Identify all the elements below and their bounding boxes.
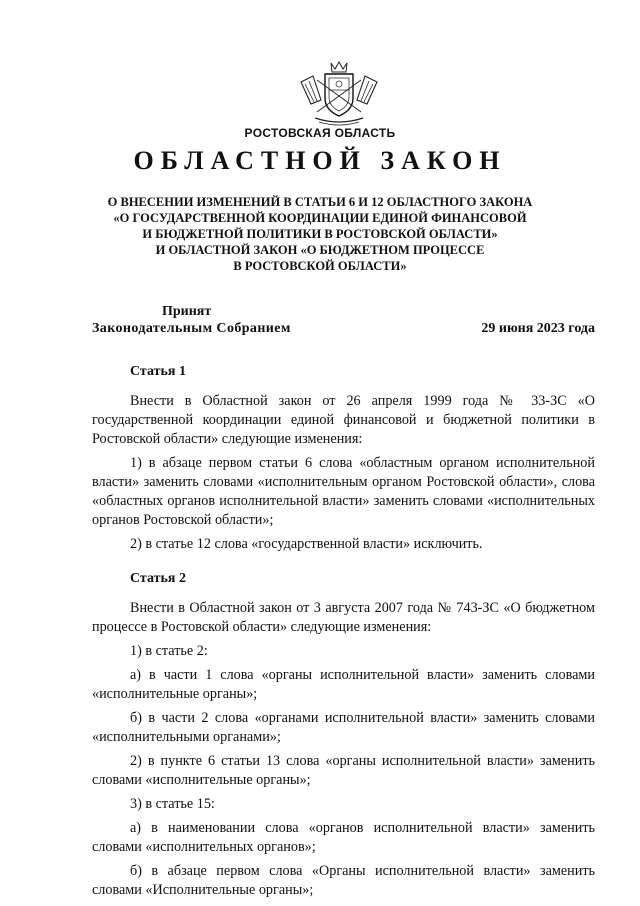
adopted-by: Законодательным Собранием — [92, 321, 291, 336]
paragraph: 1) в абзаце первом статьи 6 слова «областным органом исполнительной власти» заменить словами «исполнительным органом Ростовской области», слова «областных органов исполнительной власти» заменить словами «исполнительных органов Ростовской области»; — [92, 455, 595, 528]
paragraph: а) в части 1 слова «органы исполнительной власти» заменить словами «исполнительные органы»; — [92, 667, 595, 702]
paragraph: а) в наименовании слова «органов исполнительной власти» заменить словами «исполнительных органов»; — [92, 820, 595, 855]
paragraph: б) в абзаце первом слова «Органы исполнительной власти» заменить словами «Исполнительные органы»; — [92, 863, 595, 898]
subtitle-line: «О ГОСУДАРСТВЕННОЙ КООРДИНАЦИИ ЕДИНОЙ ФИНАНСОВОЙ — [113, 211, 527, 225]
article-heading: Статья 2 — [130, 571, 186, 586]
article-heading: Статья 1 — [130, 364, 186, 379]
paragraph: 2) в пункте 6 статьи 13 слова «органы исполнительной власти» заменить словами «исполнительные органы»; — [92, 753, 595, 788]
subtitle-line: И БЮДЖЕТНОЙ ПОЛИТИКИ В РОСТОВСКОЙ ОБЛАСТИ» — [142, 227, 498, 241]
subtitle-line: О ВНЕСЕНИИ ИЗМЕНЕНИЙ В СТАТЬИ 6 И 12 ОБЛАСТНОГО ЗАКОНА — [107, 195, 533, 209]
coat-of-arms-icon — [295, 60, 383, 126]
document-type-title: ОБЛАСТНОЙ ЗАКОН — [133, 146, 507, 175]
document-body — [92, 362, 595, 905]
paragraph: Внести в Областной закон от 26 апреля 1999 года № 33-ЗС «О государственной координации единой финансовой и бюджетной политики в Ростовской области» следующие изменения: — [92, 393, 595, 447]
subtitle-line: И ОБЛАСТНОЙ ЗАКОН «О БЮДЖЕТНОМ ПРОЦЕССЕ — [155, 243, 485, 257]
subtitle-line: В РОСТОВСКОЙ ОБЛАСТИ» — [233, 259, 407, 273]
paragraph: Внести в Областной закон от 3 августа 2007 года № 743-ЗС «О бюджетном процессе в Ростовской области» следующие изменения: — [92, 600, 595, 635]
adopted-label: Принят — [162, 304, 212, 319]
paragraph: 1) в статье 2: — [130, 643, 208, 659]
adoption-date: 29 июня 2023 года — [481, 321, 595, 336]
region-name: РОСТОВСКАЯ ОБЛАСТЬ — [244, 126, 396, 140]
article-1 — [92, 362, 595, 554]
law-subtitle — [80, 194, 560, 274]
paragraph: б) в части 2 слова «органами исполнительной власти» заменить словами «исполнительными органами»; — [92, 710, 595, 745]
paragraph: 2) в статье 12 слова «государственной власти» исключить. — [130, 536, 483, 552]
article-2 — [92, 569, 595, 900]
paragraph: 3) в статье 15: — [130, 796, 215, 812]
